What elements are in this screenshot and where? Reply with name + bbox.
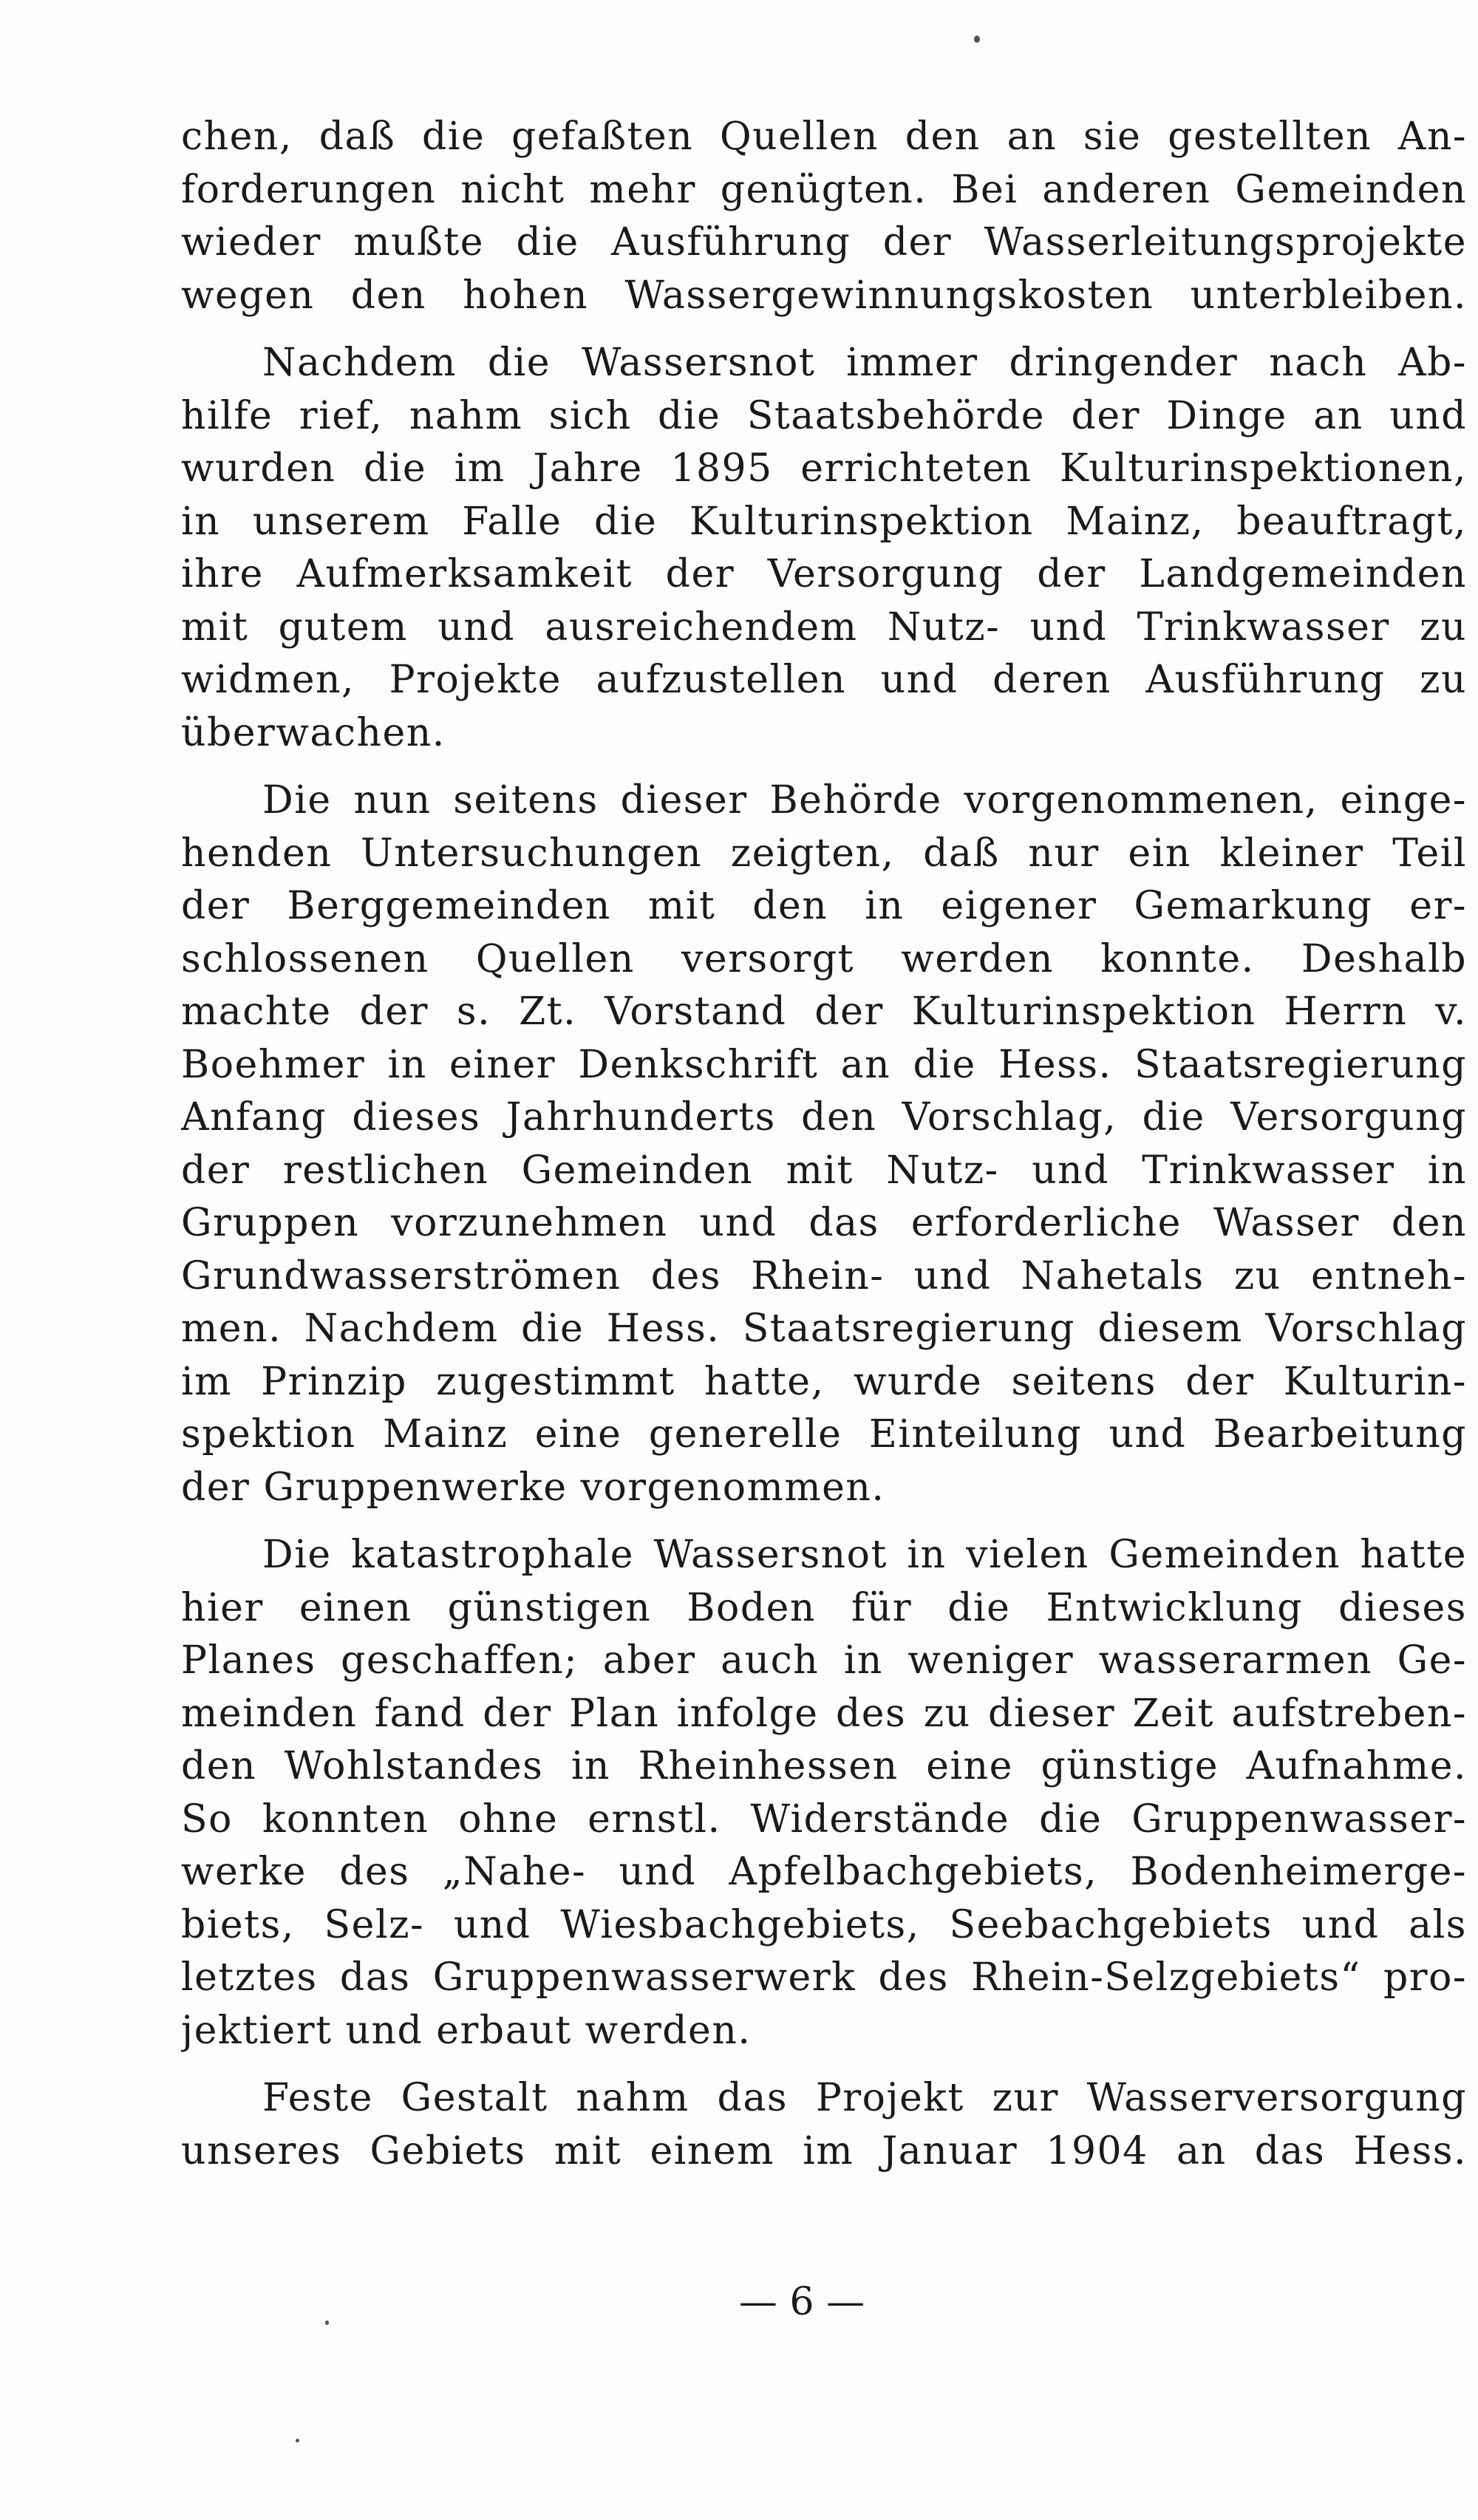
page-number: — 6 — [738,2280,865,2324]
paragraph-2 [181,337,1467,760]
paragraph-3 [181,774,1467,1514]
text-line: Nachdem die Wassersnot immer dringender nach Ab- [262,341,1467,385]
text-line: hilfe rief, nahm sich die Staatsbehörde der Dinge an und [181,393,1467,438]
text-line: werke des „Nahe- und Apfelbachgebiets, Bodenheimerge- [181,1850,1467,1894]
text-line: der restlichen Gemeinden mit Nutz- und Trinkwasser in [181,1148,1467,1193]
text-line: widmen, Projekte aufzustellen und deren Ausführung zu [181,658,1467,702]
text-line: der Gruppenwerke vorgenommen. [181,1465,885,1510]
text-line: So konnten ohne ernstl. Widerstände die Gruppenwasser- [181,1797,1467,1842]
text-line: Gruppen vorzunehmen und das erforderliche Wasser den [181,1201,1467,1245]
scan-speck [296,2439,299,2442]
text-line: schlossenen Quellen versorgt werden konnte. Deshalb [181,936,1467,981]
text-line: wegen den hohen Wassergewinnungskosten unterbleiben. [181,273,1467,318]
text-line: wieder mußte die Ausführung der Wasserleitungsprojekte [181,220,1467,265]
text-line: machte der s. Zt. Vorstand der Kulturinspektion Herrn v. [181,990,1467,1034]
paragraph-5 [181,2072,1467,2178]
text-line: der Berggemeinden mit den in eigener Gemarkung er- [181,884,1467,928]
text-line: ihre Aufmerksamkeit der Versorgung der Landgemeinden [181,552,1467,596]
text-line: henden Untersuchungen zeigten, daß nur ein kleiner Teil [181,831,1467,876]
text-line: wurden die im Jahre 1895 errichteten Kulturinspektionen, [181,446,1467,491]
scan-speck [974,35,980,43]
text-line: Planes geschaffen; aber auch in weniger wasserarmen Ge- [181,1638,1467,1683]
text-line: Boehmer in einer Denkschrift an die Hess. Staatsregierung [181,1042,1467,1087]
scan-speck [325,2320,329,2325]
text-line: chen, daß die gefaßten Quellen den an sie gestellten An- [181,115,1467,159]
text-line: Feste Gestalt nahm das Projekt zur Wasserversorgung [262,2076,1467,2120]
text-line: jektiert und erbaut werden. [181,2008,752,2053]
text-line: men. Nachdem die Hess. Staatsregierung diesem Vorschlag [181,1307,1467,1351]
paragraph-1 [181,111,1467,322]
body-text [181,111,1467,2178]
text-line: forderungen nicht mehr genügten. Bei anderen Gemeinden [181,167,1467,212]
text-line: im Prinzip zugestimmt hatte, wurde seitens der Kulturin- [181,1359,1467,1404]
text-line: biets, Selz- und Wiesbachgebiets, Seebachgebiets und als [181,1902,1467,1947]
text-line: Grundwasserströmen des Rhein- und Nahetals zu entneh- [181,1253,1467,1298]
text-line: unseres Gebiets mit einem im Januar 1904 an das Hess. [181,2128,1467,2173]
text-line: Die katastrophale Wassersnot in vielen Gemeinden hatte [262,1533,1467,1577]
text-line: Die nun seitens dieser Behörde vorgenommenen, einge- [262,778,1467,823]
text-line: Anfang dieses Jahrhunderts den Vorschlag, die Versorgung [181,1095,1467,1140]
text-line: überwachen. [181,710,446,755]
text-line: in unserem Falle die Kulturinspektion Mainz, beauftragt, [181,499,1467,544]
text-line: hier einen günstigen Boden für die Entwicklung dieses [181,1585,1467,1630]
text-line: den Wohlstandes in Rheinhessen eine günstige Aufnahme. [181,1744,1467,1788]
text-line: letztes das Gruppenwasserwerk des Rhein-Selzgebiets“ pro- [181,1955,1467,2000]
text-line: spektion Mainz eine generelle Einteilung und Bearbeitung [181,1412,1467,1457]
text-line: meinden fand der Plan infolge des zu dieser Zeit aufstreben- [181,1691,1467,1736]
text-line: mit gutem und ausreichendem Nutz- und Trinkwasser zu [181,605,1467,650]
paragraph-4 [181,1529,1467,2057]
